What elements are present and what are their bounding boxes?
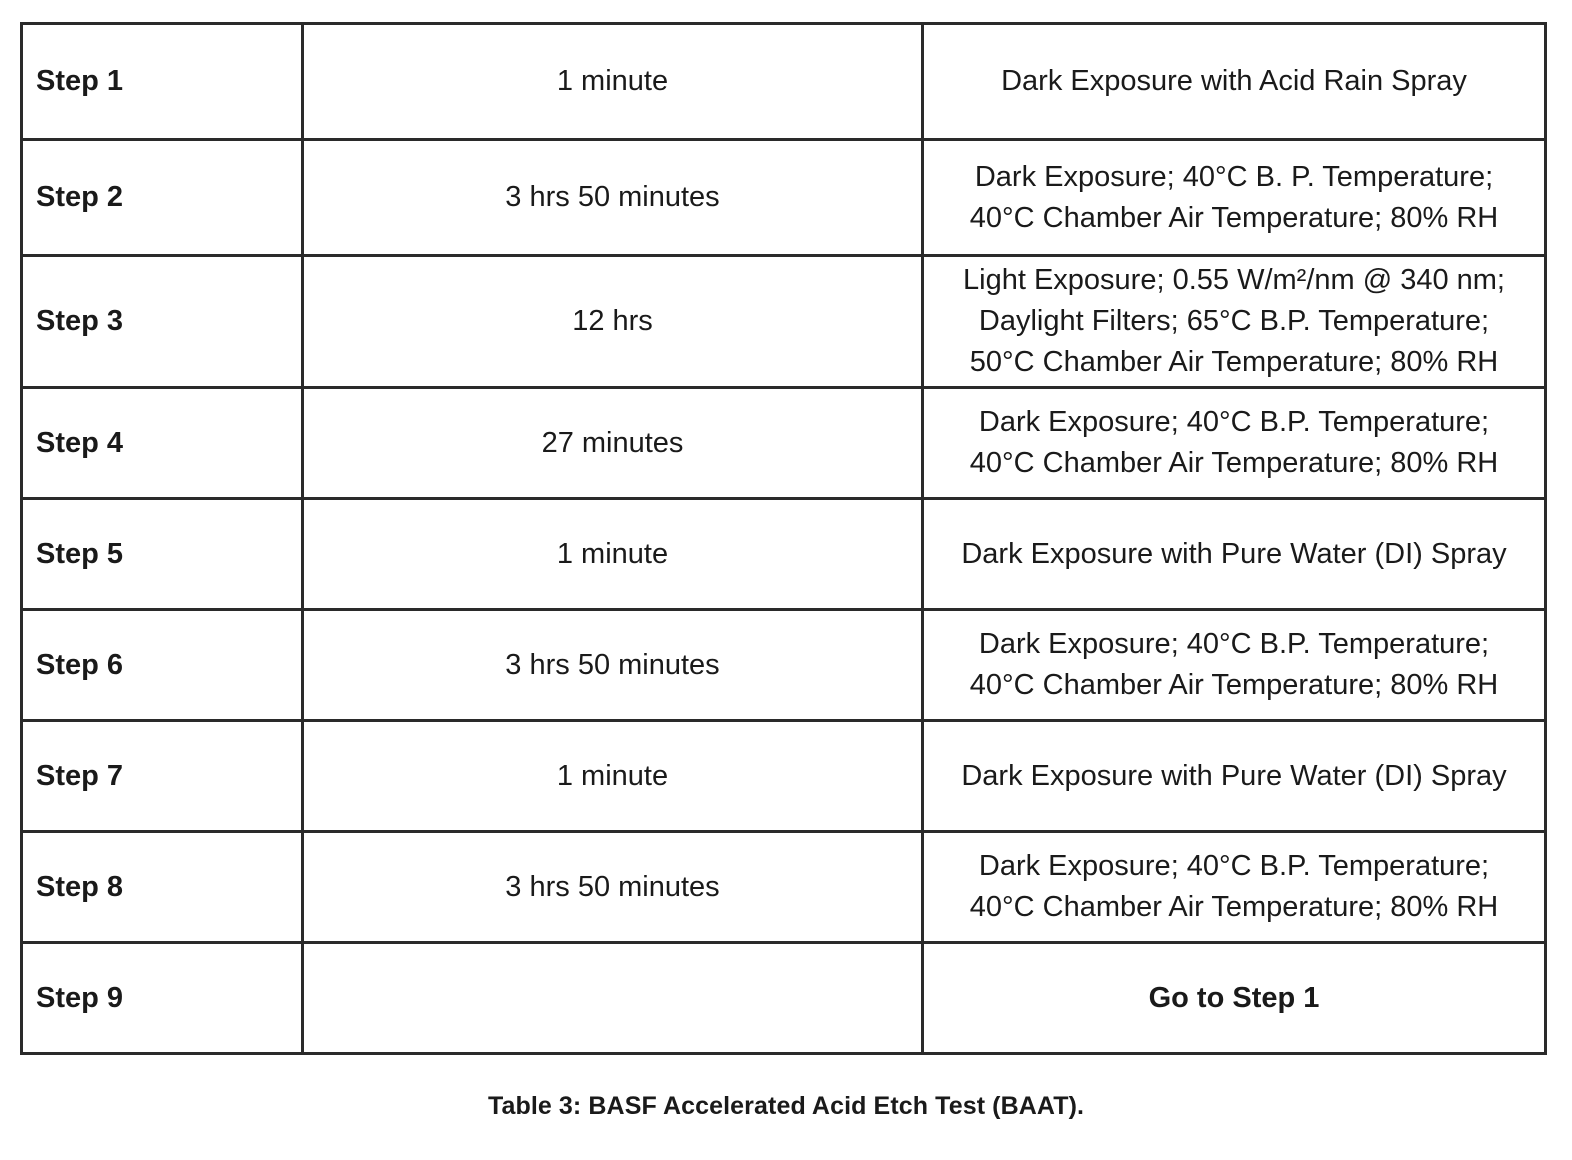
table-row xyxy=(22,24,1546,140)
table-row xyxy=(22,943,1546,1054)
step-description xyxy=(923,24,1546,140)
step-label: Step 9 xyxy=(22,943,303,1054)
description-line: 40°C Chamber Air Temperature; 80% RH xyxy=(969,201,1499,234)
step-description xyxy=(923,610,1546,721)
step-label: Step 1 xyxy=(22,24,303,140)
table-row xyxy=(22,610,1546,721)
step-label: Step 5 xyxy=(22,499,303,610)
step-label: Step 2 xyxy=(22,140,303,256)
step-description xyxy=(923,140,1546,256)
table-row xyxy=(22,256,1546,388)
description-line: Dark Exposure with Acid Rain Spray xyxy=(1001,65,1467,97)
step-duration: 3 hrs 50 minutes xyxy=(303,610,923,721)
description-line: Dark Exposure; 40°C B. P. Temperature; xyxy=(974,160,1494,193)
step-duration: 1 minute xyxy=(303,499,923,610)
step-description xyxy=(923,499,1546,610)
step-duration: 12 hrs xyxy=(303,256,923,388)
step-duration: 3 hrs 50 minutes xyxy=(303,832,923,943)
table-row xyxy=(22,721,1546,832)
step-label: Step 7 xyxy=(22,721,303,832)
table-caption: Table 3: BASF Accelerated Acid Etch Test (BAAT). xyxy=(487,1092,1085,1120)
description-line: 40°C Chamber Air Temperature; 80% RH xyxy=(969,891,1499,923)
step-label: Step 8 xyxy=(22,832,303,943)
description-line: Dark Exposure; 40°C B.P. Temperature; xyxy=(978,406,1490,438)
baat-steps-table xyxy=(20,22,1547,1055)
description-line: Dark Exposure; 40°C B.P. Temperature; xyxy=(978,628,1490,660)
table-row xyxy=(22,388,1546,499)
step-duration: 3 hrs 50 minutes xyxy=(303,140,923,256)
description-line: 40°C Chamber Air Temperature; 80% RH xyxy=(969,447,1499,479)
description-line: Go to Step 1 xyxy=(1148,981,1320,1014)
step-description xyxy=(923,721,1546,832)
step-duration: 27 minutes xyxy=(303,388,923,499)
description-line: Light Exposure; 0.55 W/m²/nm @ 340 nm; xyxy=(963,264,1505,296)
step-duration xyxy=(303,943,923,1054)
table-row xyxy=(22,140,1546,256)
step-description xyxy=(923,256,1546,388)
description-line: Dark Exposure with Pure Water (DI) Spray xyxy=(961,537,1507,570)
description-line: 50°C Chamber Air Temperature; 80% RH xyxy=(969,346,1499,378)
description-line: 40°C Chamber Air Temperature; 80% RH xyxy=(969,669,1499,701)
step-description xyxy=(923,388,1546,499)
step-label: Step 4 xyxy=(22,388,303,499)
step-duration: 1 minute xyxy=(303,721,923,832)
step-label: Step 6 xyxy=(22,610,303,721)
step-description xyxy=(923,832,1546,943)
step-label: Step 3 xyxy=(22,256,303,388)
table-row xyxy=(22,499,1546,610)
steps-table-container xyxy=(20,22,1544,1055)
description-line: Dark Exposure; 40°C B.P. Temperature; xyxy=(978,850,1490,882)
step-description xyxy=(923,943,1546,1054)
description-line: Daylight Filters; 65°C B.P. Temperature; xyxy=(978,305,1490,337)
table-row xyxy=(22,832,1546,943)
description-line: Dark Exposure with Pure Water (DI) Spray xyxy=(961,759,1507,792)
step-duration: 1 minute xyxy=(303,24,923,140)
